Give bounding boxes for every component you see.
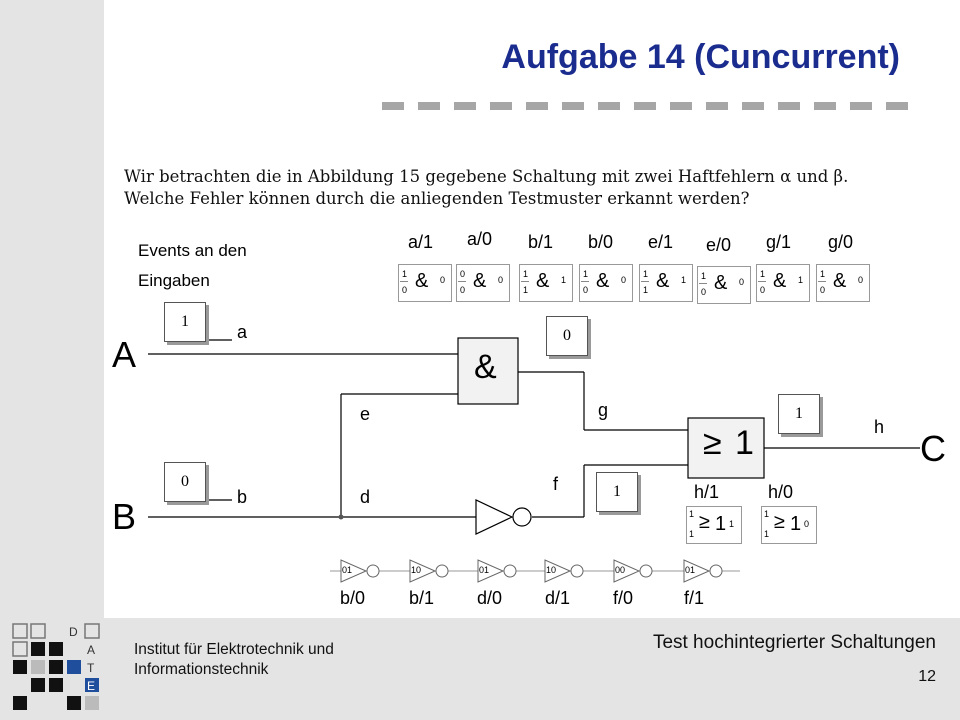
logo-letter-e: E <box>87 679 96 693</box>
fault-label-b0: b/0 <box>588 232 614 252</box>
inverter-gate <box>476 500 512 534</box>
fault-gate-in2: 0 <box>583 285 589 295</box>
signal-d-label: d <box>360 487 371 507</box>
fault-gate-out: 1 <box>798 275 804 285</box>
footer-institute <box>134 640 334 680</box>
fault-label-f1: f/1 <box>684 588 705 608</box>
fault-gate-a0 <box>456 264 510 302</box>
page-number: 12 <box>918 668 936 685</box>
signal-b-label: b <box>237 487 248 507</box>
fault-gate-in2: 0 <box>820 285 826 295</box>
fault-gate-h1 <box>686 506 742 544</box>
footer-institute-line-2: Informationstechnik <box>134 661 269 678</box>
fault-label-f0: f/0 <box>613 588 634 608</box>
fault-label-b1: b/1 <box>528 232 554 252</box>
inverter-bubble <box>513 508 531 526</box>
fault-gate-symbol: & <box>656 270 670 292</box>
fault-gate-in2: 1 <box>689 529 695 539</box>
fault-gate-symbol: & <box>833 270 847 292</box>
fault-gate-in1: 1 <box>402 269 408 279</box>
events-label-line-2: Eingaben <box>138 271 210 290</box>
fault-inverter-io-b1: 10 <box>411 565 422 575</box>
fault-label-h0: h/0 <box>768 482 794 502</box>
fault-gate-g1 <box>756 264 810 302</box>
fault-gate-b0 <box>579 264 633 302</box>
date-logo <box>9 620 106 717</box>
fault-gate-e0 <box>697 266 751 304</box>
fault-gate-out: 0 <box>858 275 864 285</box>
fault-gate-out: 1 <box>729 519 735 529</box>
value-box-f: 1 <box>596 472 638 512</box>
events-label-line-1: Events an den <box>138 241 247 260</box>
fault-gate-in1: 1 <box>643 269 649 279</box>
value-box-a: 1 <box>164 302 206 342</box>
fault-gate-out: 0 <box>621 275 627 285</box>
fault-gate-symbol: & <box>714 272 728 294</box>
fault-label-b0-inv: b/0 <box>340 588 366 608</box>
signal-g-label: g <box>598 400 609 420</box>
fault-gate-symbol: & <box>415 270 429 292</box>
fault-label-a0: a/0 <box>467 229 493 249</box>
output-c-label: C <box>920 428 946 469</box>
fault-gate-out: 0 <box>498 275 504 285</box>
fault-gate-in2: 1 <box>523 285 529 295</box>
footer-course: Test hochintegrierter Schaltungen <box>652 632 936 653</box>
fault-gate-h0 <box>761 506 817 544</box>
fault-gate-in2: 0 <box>760 285 766 295</box>
logo-letter-t: T <box>87 661 95 675</box>
task-line-2: Welche Fehler können durch die anliegenden Testmuster erkannt werden? <box>124 189 750 208</box>
fault-gate-out: 1 <box>561 275 567 285</box>
fault-label-g1: g/1 <box>766 232 792 252</box>
fault-gate-in1: 1 <box>820 269 826 279</box>
fault-inverter-io-d1: 10 <box>546 565 557 575</box>
fault-gate-in1: 1 <box>523 269 529 279</box>
fault-label-d1: d/1 <box>545 588 571 608</box>
value-box-h: 1 <box>778 394 820 434</box>
fault-gate-in2: 1 <box>764 529 770 539</box>
fault-gate-in1: 1 <box>689 509 695 519</box>
logo-letter-d: D <box>69 625 78 639</box>
or-gate-one-symbol: 1 <box>735 424 754 462</box>
fault-gate-in2: 0 <box>402 285 408 295</box>
fault-label-e1: e/1 <box>648 232 674 252</box>
fault-label-a1: a/1 <box>408 232 434 252</box>
fault-gate-in1: 1 <box>760 269 766 279</box>
input-a-label: A <box>112 334 137 375</box>
junction-dot <box>339 515 344 520</box>
signal-a-label: a <box>237 322 248 342</box>
fault-label-h1: h/1 <box>694 482 720 502</box>
fault-gate-out: 0 <box>739 277 745 287</box>
signal-h-label: h <box>874 417 885 437</box>
fault-gate-in1: 1 <box>764 509 770 519</box>
fault-label-g0: g/0 <box>828 232 854 252</box>
slide-title: Aufgabe 14 (Cuncurrent) <box>501 38 900 76</box>
logo-letter-a: A <box>87 643 96 657</box>
fault-gate-symbol: & <box>536 270 550 292</box>
fault-gate-symbol-one: 1 <box>790 513 802 535</box>
fault-gate-out: 1 <box>681 275 687 285</box>
fault-label-d0: d/0 <box>477 588 503 608</box>
fault-gate-symbol: & <box>473 270 487 292</box>
fault-gate-e1 <box>639 264 693 302</box>
fault-gate-out: 0 <box>440 275 446 285</box>
fault-gate-in1: 0 <box>460 269 466 279</box>
fault-gate-symbol-ge: ≥ <box>774 511 785 533</box>
fault-gate-in1: 1 <box>701 271 707 281</box>
fault-inverter-io-b0: 01 <box>342 565 353 575</box>
value-box-g: 0 <box>546 316 588 356</box>
signal-f-label: f <box>553 474 559 494</box>
fault-label-e0: e/0 <box>706 235 732 255</box>
fault-gate-b1 <box>519 264 573 302</box>
fault-gate-symbol-one: 1 <box>715 513 727 535</box>
fault-gate-symbol: & <box>773 270 787 292</box>
fault-gate-a1 <box>398 264 452 302</box>
signal-e-label: e <box>360 404 371 424</box>
fault-gate-in1: 1 <box>583 269 589 279</box>
fault-inverter-io-f0: 00 <box>615 565 626 575</box>
fault-inverter-io-d0: 01 <box>479 565 490 575</box>
fault-gate-in2: 0 <box>460 285 466 295</box>
and-gate-symbol: & <box>474 348 497 386</box>
value-box-b: 0 <box>164 462 206 502</box>
or-gate-ge-symbol: ≥ <box>703 424 722 462</box>
input-b-label: B <box>112 496 137 537</box>
fault-gate-out: 0 <box>804 519 810 529</box>
fault-gate-in2: 1 <box>643 285 649 295</box>
fault-label-b1-inv: b/1 <box>409 588 435 608</box>
task-line-1: Wir betrachten die in Abbildung 15 gegebene Schaltung mit zwei Haftfehlern α und β. <box>124 167 849 186</box>
fault-gate-in2: 0 <box>701 287 707 297</box>
fault-gate-symbol: & <box>596 270 610 292</box>
fault-gate-g0 <box>816 264 870 302</box>
fault-gate-symbol-ge: ≥ <box>699 511 710 533</box>
fault-inverter-io-f1: 01 <box>685 565 696 575</box>
footer-institute-line-1: Institut für Elektrotechnik und <box>134 641 334 658</box>
